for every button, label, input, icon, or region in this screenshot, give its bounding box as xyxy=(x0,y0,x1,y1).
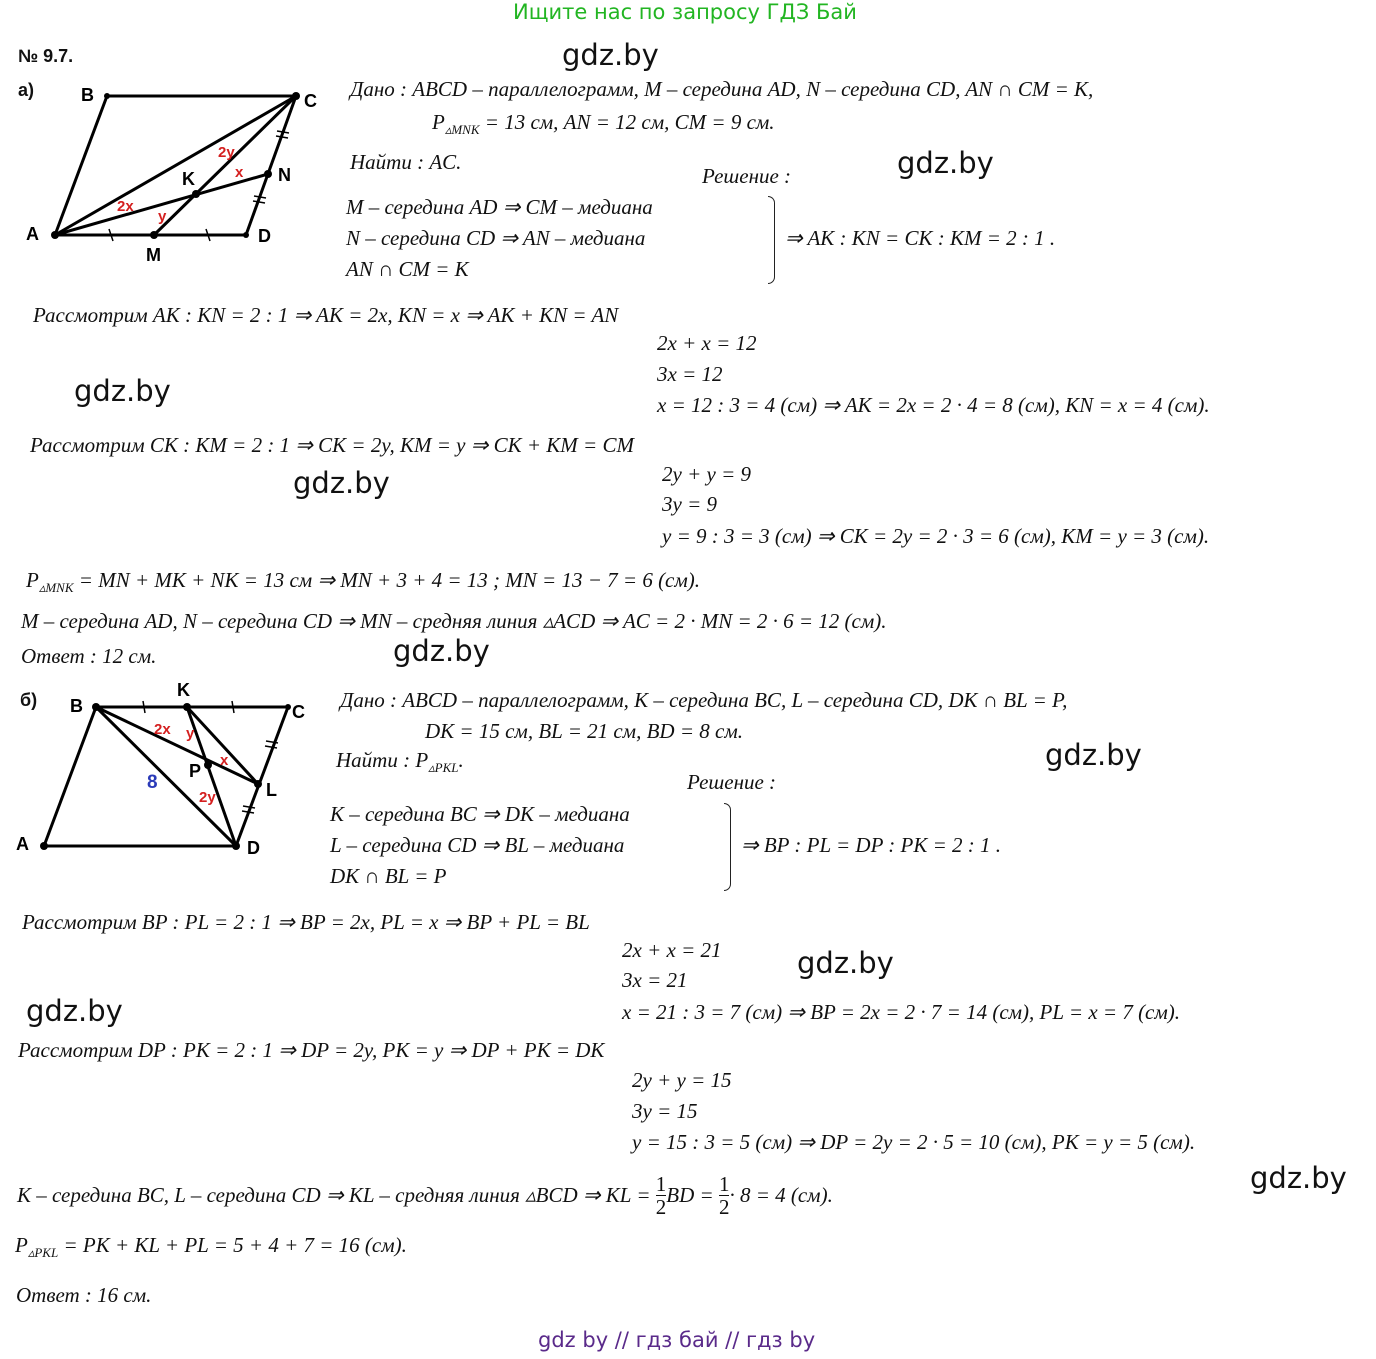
solution-b-title: Решение : xyxy=(687,770,777,794)
system-brace xyxy=(768,196,775,284)
segment-y-label: y xyxy=(186,725,195,742)
system-a-line2: N – середина CD ⇒ AN – медиана xyxy=(346,226,646,250)
search-banner: Ищите нас по запросу ГДЗ Бай xyxy=(513,0,857,24)
point-d-label: D xyxy=(258,226,271,246)
solution-b-line: 3x = 21 xyxy=(622,968,688,992)
point-c-label: C xyxy=(304,91,317,111)
solution-a-line: 3y = 9 xyxy=(662,492,717,516)
solution-b-line: 2x + x = 21 xyxy=(622,938,722,962)
given-a-line2: $P_{▵MNK} = 13$ см, AN = 12 см, CM = 9 см. xyxy=(432,110,775,138)
watermark: gdz.by xyxy=(562,38,659,72)
solution-a-line: Рассмотрим CK : KM = 2 : 1 ⇒ CK = 2y, KM = y ⇒ CK + KM = CM xyxy=(30,433,634,457)
point-l-label: L xyxy=(266,780,277,800)
solution-b-line: x = 21 : 3 = 7 (см) ⇒ BP = 2x = 2 · 7 = 14 (см), PL = x = 7 (см). xyxy=(622,1000,1181,1024)
solution-a-line: y = 9 : 3 = 3 (см) ⇒ CK = 2y = 2 · 3 = 6 (см), KM = y = 3 (см). xyxy=(662,524,1210,548)
point-b-label: B xyxy=(70,696,83,716)
footer-links: gdz by // гдз бай // гдз by xyxy=(538,1328,816,1352)
watermark: gdz.by xyxy=(26,994,123,1028)
solution-b-line: 3y = 15 xyxy=(632,1099,698,1123)
segment-y-label: y xyxy=(158,208,167,225)
answer-a: Ответ : 12 см. xyxy=(21,644,157,668)
system-b-line3: DK ∩ BL = P xyxy=(330,864,447,888)
solution-a-perimeter: $P_{▵MNK}$ = MN + MK + NK = 13 см ⇒ MN + 3 + 4 = 13 ; MN = 13 − 7 = 6 (см). xyxy=(26,568,701,596)
system-a-line1: M – середина AD ⇒ CM – медиана xyxy=(346,195,653,219)
segment-2y-label: 2y xyxy=(218,144,235,161)
part-b-label: б) xyxy=(20,690,38,710)
given-b-line1: Дано : ABCD – параллелограмм, K – середина BC, L – середина CD, DK ∩ BL = P, xyxy=(340,688,1068,712)
part-a-label: а) xyxy=(18,80,35,100)
system-brace xyxy=(724,803,731,891)
system-b-result: ⇒ BP : PL = DP : PK = 2 : 1 . xyxy=(741,833,1002,857)
find-a: Найти : AC. xyxy=(350,150,462,174)
solution-b-line: 2y + y = 15 xyxy=(632,1068,732,1092)
system-a-result: ⇒ AK : KN = CK : KM = 2 : 1 . xyxy=(785,226,1056,250)
solution-a-line: 2y + y = 9 xyxy=(662,462,751,486)
solution-a-line: Рассмотрим AK : KN = 2 : 1 ⇒ AK = 2x, KN = x ⇒ AK + KN = AN xyxy=(33,303,619,327)
segment-x-label: x xyxy=(220,752,229,769)
solution-a-line: M – середина AD, N – середина CD ⇒ MN – средняя линия ▵ACD ⇒ AC = 2 · MN = 2 · 6 = 12 (см). xyxy=(21,609,887,633)
problem-number: № 9.7. xyxy=(18,46,74,66)
watermark: gdz.by xyxy=(1250,1161,1347,1195)
point-a-label: A xyxy=(26,224,39,244)
watermark: gdz.by xyxy=(797,946,894,980)
segment-2x-label: 2x xyxy=(154,721,171,738)
watermark: gdz.by xyxy=(293,466,390,500)
point-k-label: K xyxy=(182,169,195,189)
solution-a-line: x = 12 : 3 = 4 (см) ⇒ AK = 2x = 2 · 4 = 8 (см), KN = x = 4 (см). xyxy=(657,393,1210,417)
solution-b-midline: K – середина BC, L – середина CD ⇒ KL – средняя линия ▵BCD ⇒ KL = $\frac{1}{2}$ BD = $\frac{1}{2}$ · 8 = 4 (см). xyxy=(17,1172,833,1219)
system-b-line1: K – середина BC ⇒ DK – медиана xyxy=(330,802,630,826)
parallelogram-figure-a xyxy=(20,80,330,270)
watermark: gdz.by xyxy=(1045,738,1142,772)
system-b-line2: L – середина CD ⇒ BL – медиана xyxy=(330,833,625,857)
find-b: Найти : $P_{▵PKL}$. xyxy=(336,748,464,776)
segment-2y-label: 2y xyxy=(199,789,216,806)
point-m-label: M xyxy=(146,245,161,265)
parallelogram-figure-b xyxy=(10,680,330,870)
given-a-line1: Дано : ABCD – параллелограмм, M – середина AD, N – середина CD, AN ∩ CM = K, xyxy=(350,77,1094,101)
point-a-label: A xyxy=(16,834,29,854)
segment-bd-label: 8 xyxy=(147,772,158,793)
watermark: gdz.by xyxy=(393,634,490,668)
segment-x-label: x xyxy=(235,164,244,181)
solution-b-perimeter: $P_{▵PKL}$ = PK + KL + PL = 5 + 4 + 7 = 16 (см). xyxy=(15,1233,407,1261)
watermark: gdz.by xyxy=(897,146,994,180)
solution-a-line: 2x + x = 12 xyxy=(657,331,757,355)
segment-2x-label: 2x xyxy=(117,198,134,215)
point-n-label: N xyxy=(278,165,291,185)
solution-b-line: y = 15 : 3 = 5 (см) ⇒ DP = 2y = 2 · 5 = 10 (см), PK = y = 5 (см). xyxy=(632,1130,1196,1154)
solution-a-title: Решение : xyxy=(702,164,792,188)
watermark: gdz.by xyxy=(74,374,171,408)
point-c-label: C xyxy=(292,702,305,722)
point-k-label: K xyxy=(177,680,190,700)
solution-b-line: Рассмотрим DP : PK = 2 : 1 ⇒ DP = 2y, PK = y ⇒ DP + PK = DK xyxy=(18,1038,605,1062)
point-d-label: D xyxy=(247,838,260,858)
system-a-line3: AN ∩ CM = K xyxy=(346,257,469,281)
point-b-label: B xyxy=(81,85,94,105)
point-p-label: P xyxy=(189,761,202,781)
given-b-line2: DK = 15 см, BL = 21 см, BD = 8 см. xyxy=(425,719,743,743)
solution-a-line: 3x = 12 xyxy=(657,362,723,386)
solution-b-line: Рассмотрим BP : PL = 2 : 1 ⇒ BP = 2x, PL = x ⇒ BP + PL = BL xyxy=(22,910,590,934)
answer-b: Ответ : 16 см. xyxy=(16,1283,152,1307)
